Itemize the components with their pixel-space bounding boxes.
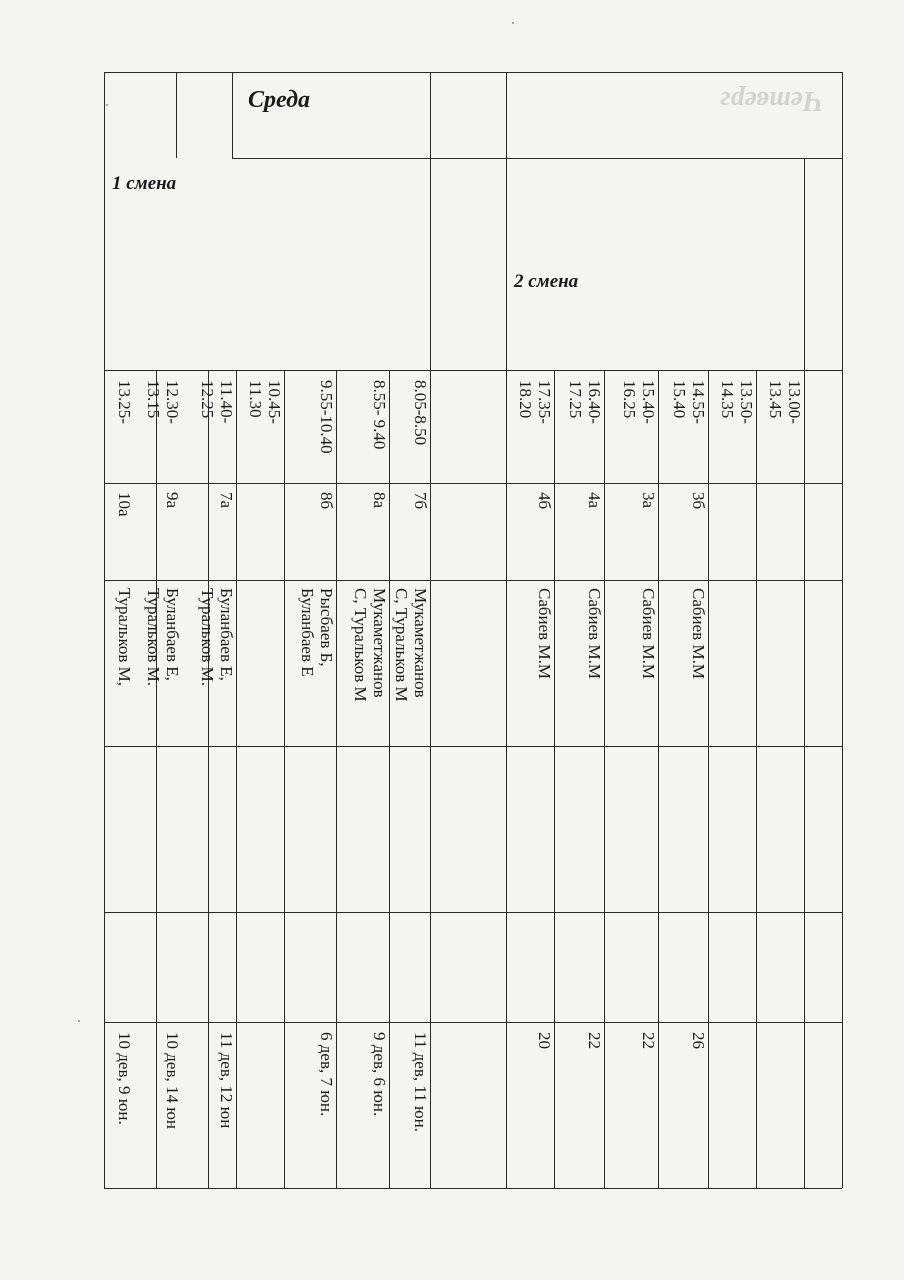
header-divider-1 [176,72,177,158]
shift1-time: 9.55-10.40 [317,380,336,454]
class-column-separator [104,580,842,581]
shift1-teacher: Мукаметжанов С, Туральков М [351,588,389,702]
shift2-note: 22 [585,1032,604,1049]
header-separator [232,158,842,159]
shift2-time: 15.40- 16.25 [620,380,658,424]
scan-speck [78,1020,80,1022]
row-line [236,370,237,1188]
header-divider-2 [232,72,233,158]
shift2-time: 14.55- 15.40 [670,380,708,424]
shift2-time: 13.50- 14.35 [718,380,756,424]
shift1-class: 8а [370,492,389,509]
shift2-time: 16.40- 17.25 [566,380,604,424]
shift1-time: 11.40- 12.25 [198,380,236,424]
shift2-time: 17.35- 18.20 [516,380,554,424]
table-right-border [842,72,843,1188]
shift2-teacher: Сабиев М.М [639,588,658,679]
row-line [208,370,209,1188]
shift1-teacher: Мукаметжанов С, Туральков М [392,588,430,702]
shift1-teacher: Рысбаев Б, Буланбаев Е [298,588,336,677]
row-line [389,370,390,1188]
shift1-time: 10.45- 11.30 [246,380,284,424]
shift1-time: 8.55- 9.40 [370,380,389,450]
shift1-note: 9 дев, 6 юн. [370,1032,389,1117]
shift2-class: 3б [689,492,708,510]
shift2-left-divider [506,72,507,1188]
shift2-note: 22 [639,1032,658,1049]
show-through-day-heading: Четверг [720,85,824,116]
shift2-class: 4а [585,492,604,509]
shift-header-separator [104,370,842,371]
shift1-note: 11 дев, 11 юн. [411,1032,430,1133]
shift1-note: 11 дев, 12 юн [217,1032,236,1129]
shift2-class: 3а [639,492,658,509]
scan-speck [512,22,514,24]
row-line [284,370,285,1188]
row-line [708,370,709,1188]
shift2-class: 4б [535,492,554,510]
row-line [156,370,157,1188]
shift1-class: 8б [317,492,336,510]
shift2-teacher: Сабиев М.М [535,588,554,679]
shift1-class: 10а [115,492,134,517]
shift1-teacher: Буланбаев Е, Туральков М. [198,588,236,687]
shift1-teacher: Туральков М, [115,588,134,687]
time-column-separator [104,483,842,484]
row-line [336,370,337,1188]
scan-speck [106,104,108,106]
row-line [554,370,555,1188]
row-line [604,370,605,1188]
shift2-heading: 2 смена [514,271,579,292]
empty-column-separator-1 [104,912,842,913]
row-line [756,370,757,1188]
day-heading: Среда [248,87,310,113]
empty-column-separator-2 [104,1022,842,1023]
shift1-time: 13.25- [115,380,134,424]
shift1-class: 7б [411,492,430,510]
shift1-heading: 1 смена [112,173,177,194]
shift-divider [430,72,431,1188]
shift1-time: 12.30- 13.15 [144,380,182,424]
shift1-note: 10 дев, 14 юн [163,1032,182,1130]
shift1-note: 10 дев, 9 юн. [115,1032,134,1125]
table-bottom-border [104,1188,842,1189]
shift1-class: 7а [217,492,236,509]
shift2-note: 26 [689,1032,708,1049]
shift2-teacher: Сабиев М.М [689,588,708,679]
shift2-teacher: Сабиев М.М [585,588,604,679]
shift2-right-divider [804,158,805,1188]
shift1-teacher: Буланбаев Е, Туральков М. [144,588,182,687]
shift2-time: 13.00- 13.45 [766,380,804,424]
teacher-column-separator [104,746,842,747]
shift1-note: 6 дев, 7 юн. [317,1032,336,1117]
table-top-border [104,72,842,73]
shift1-class: 9а [163,492,182,509]
shift1-time: 8.05-8.50 [411,380,430,446]
shift2-note: 20 [535,1032,554,1049]
table-left-border [104,72,105,1188]
row-line [658,370,659,1188]
